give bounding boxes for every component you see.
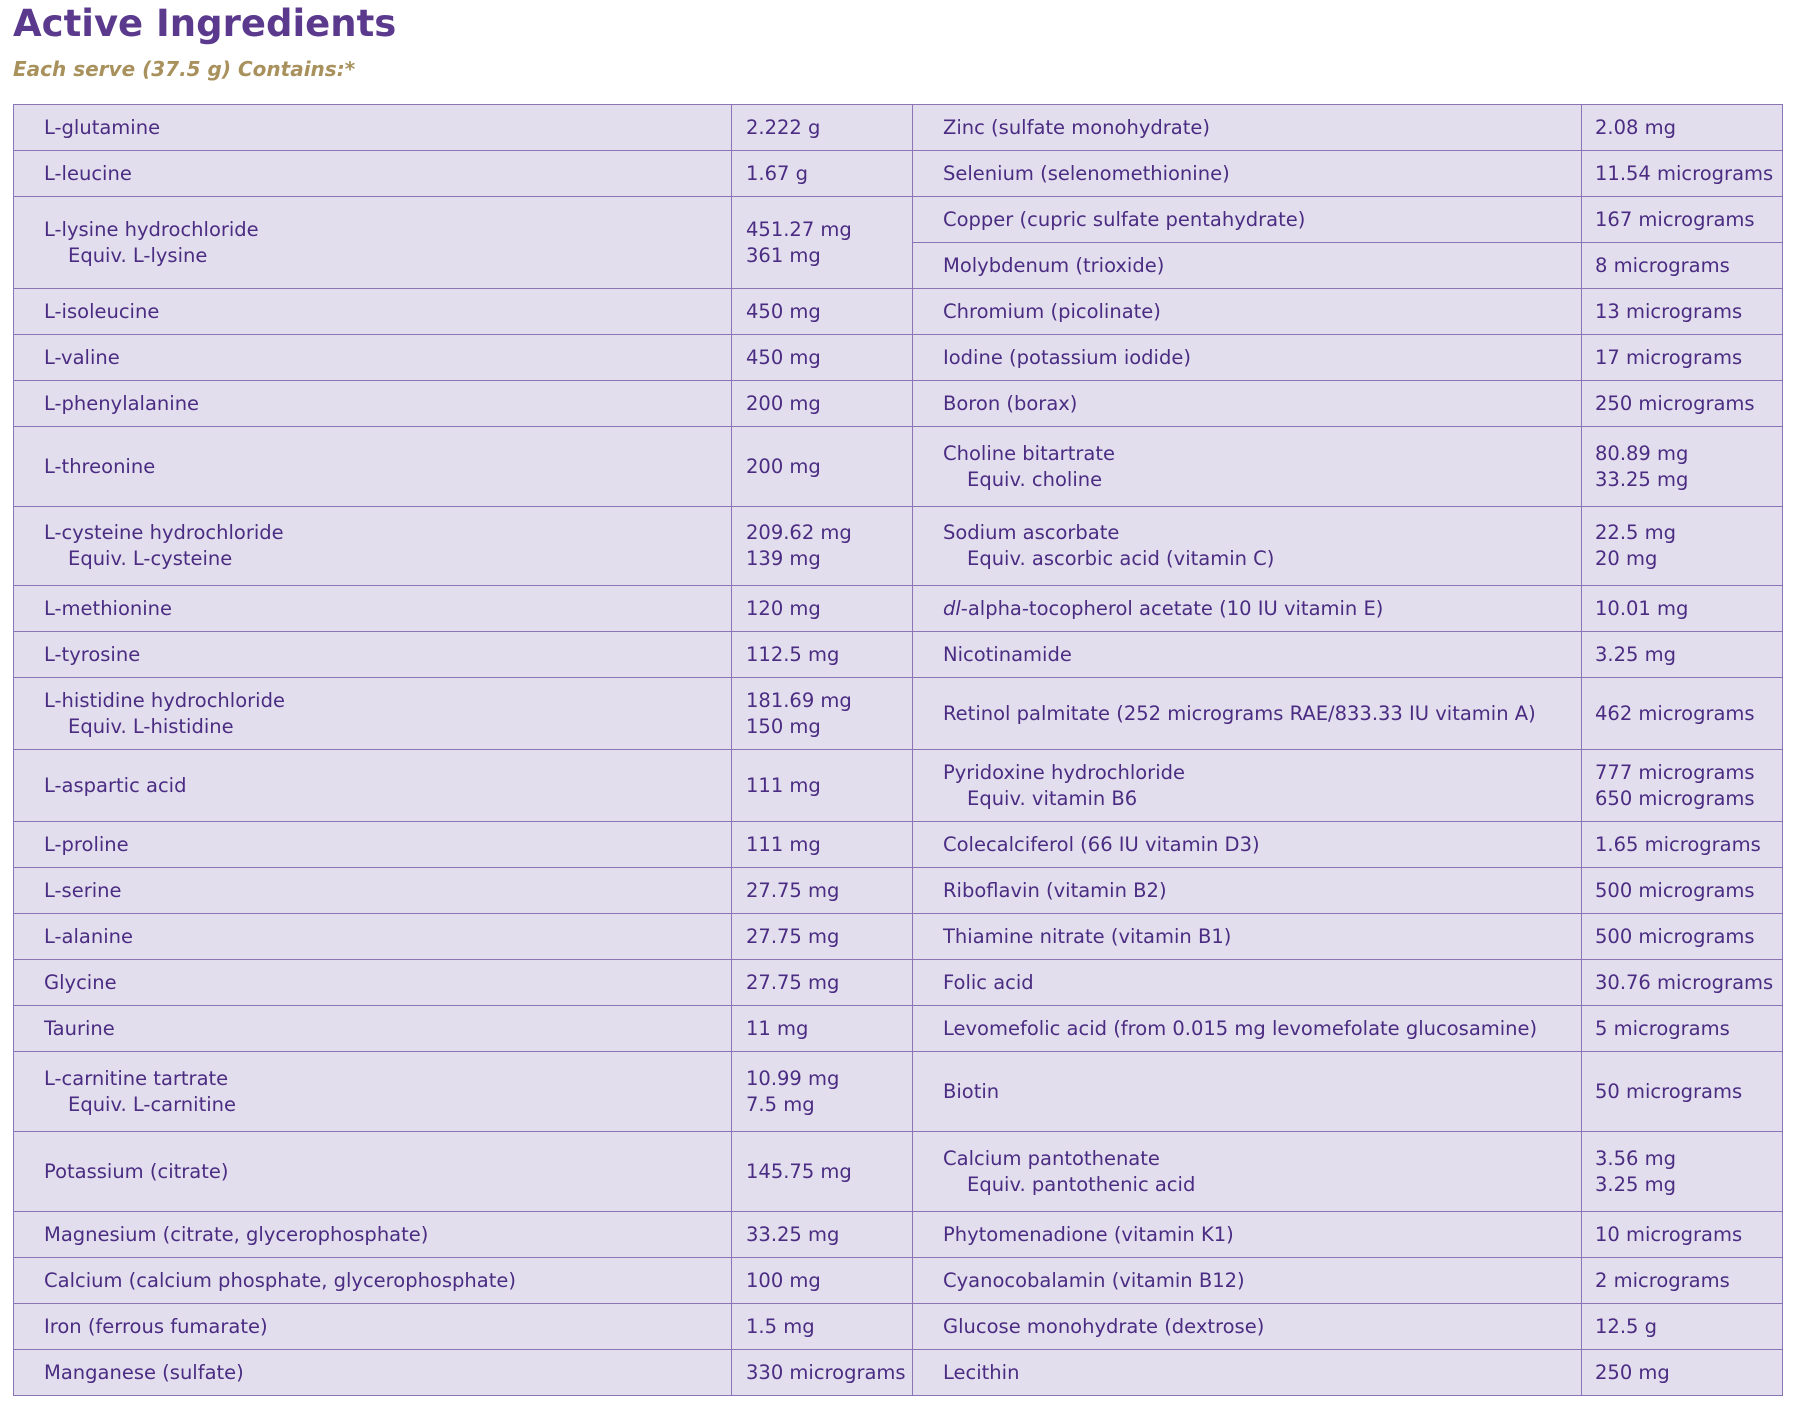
ingredient-name: Folic acid (913, 960, 1582, 1006)
ingredient-amount: 2 micrograms (1582, 1258, 1783, 1304)
ingredient-amount: 11 mg (732, 1006, 913, 1052)
ingredient-amount: 777 micrograms 650 micrograms (1582, 750, 1783, 822)
table-row (14, 960, 1783, 1006)
table-row (14, 1052, 1783, 1132)
ingredient-name: Thiamine nitrate (vitamin B1) (913, 914, 1582, 960)
ingredient-name: L-aspartic acid (14, 750, 732, 822)
ingredient-amount: 500 micrograms (1582, 868, 1783, 914)
ingredient-amount: 120 mg (732, 586, 913, 632)
ingredient-name: Calcium (calcium phosphate, glycerophosphate) (14, 1258, 732, 1304)
ingredient-name: L-isoleucine (14, 289, 732, 335)
ingredient-amount: 145.75 mg (732, 1132, 913, 1212)
ingredient-name: Selenium (selenomethionine) (913, 151, 1582, 197)
table-row (14, 1132, 1783, 1212)
ingredient-name: L-glutamine (14, 105, 732, 151)
ingredient-amount: 451.27 mg 361 mg (732, 197, 913, 289)
ingredient-amount: 80.89 mg 33.25 mg (1582, 427, 1783, 507)
ingredient-name: Zinc (sulfate monohydrate) (913, 105, 1582, 151)
ingredient-name: Riboflavin (vitamin B2) (913, 868, 1582, 914)
ingredient-amount: 200 mg (732, 381, 913, 427)
ingredient-name: L-threonine (14, 427, 732, 507)
ingredient-name: Nicotinamide (913, 632, 1582, 678)
ingredient-amount: 27.75 mg (732, 868, 913, 914)
ingredient-amount: 167 micrograms (1582, 197, 1783, 243)
ingredient-name: Colecalciferol (66 IU vitamin D3) (913, 822, 1582, 868)
table-row (14, 1212, 1783, 1258)
ingredient-amount: 3.56 mg 3.25 mg (1582, 1132, 1783, 1212)
ingredient-amount: 181.69 mg 150 mg (732, 678, 913, 750)
ingredient-name: Sodium ascorbate Equiv. ascorbic acid (vitamin C) (913, 507, 1582, 586)
table-row (14, 381, 1783, 427)
ingredient-name: Magnesium (citrate, glycerophosphate) (14, 1212, 732, 1258)
ingredient-amount: 200 mg (732, 427, 913, 507)
ingredient-amount: 500 micrograms (1582, 914, 1783, 960)
ingredient-amount: 22.5 mg 20 mg (1582, 507, 1783, 586)
ingredient-amount: 250 micrograms (1582, 381, 1783, 427)
ingredient-amount: 250 mg (1582, 1350, 1783, 1396)
ingredient-name: L-carnitine tartrate Equiv. L-carnitine (14, 1052, 732, 1132)
ingredient-amount: 17 micrograms (1582, 335, 1783, 381)
ingredient-amount: 2.222 g (732, 105, 913, 151)
table-row (14, 586, 1783, 632)
table-row (14, 427, 1783, 507)
ingredient-name: Cyanocobalamin (vitamin B12) (913, 1258, 1582, 1304)
table-row (14, 868, 1783, 914)
table-row (14, 335, 1783, 381)
table-row (14, 197, 1783, 243)
ingredient-amount: 330 micrograms (732, 1350, 913, 1396)
table-row (14, 750, 1783, 822)
ingredient-name: L-tyrosine (14, 632, 732, 678)
ingredient-name: Choline bitartrate Equiv. choline (913, 427, 1582, 507)
ingredient-name: L-valine (14, 335, 732, 381)
ingredient-amount: 111 mg (732, 822, 913, 868)
ingredient-name: L-methionine (14, 586, 732, 632)
ingredient-name: Lecithin (913, 1350, 1582, 1396)
ingredient-amount: 1.67 g (732, 151, 913, 197)
ingredient-name: Taurine (14, 1006, 732, 1052)
ingredient-name: L-serine (14, 868, 732, 914)
ingredient-name: Potassium (citrate) (14, 1132, 732, 1212)
page-title: Active Ingredients (13, 2, 397, 45)
table-row (14, 822, 1783, 868)
table-row (14, 105, 1783, 151)
ingredient-amount: 462 micrograms (1582, 678, 1783, 750)
ingredient-name: Chromium (picolinate) (913, 289, 1582, 335)
ingredient-name: L-cysteine hydrochloride Equiv. L-cysteine (14, 507, 732, 586)
ingredient-name: Levomefolic acid (from 0.015 mg levomefolate glucosamine) (913, 1006, 1582, 1052)
ingredient-amount: 27.75 mg (732, 960, 913, 1006)
ingredient-name: L-histidine hydrochloride Equiv. L-histidine (14, 678, 732, 750)
ingredient-name: Copper (cupric sulfate pentahydrate) (913, 197, 1582, 243)
table-row (14, 289, 1783, 335)
ingredient-amount: 100 mg (732, 1258, 913, 1304)
ingredient-name: L-alanine (14, 914, 732, 960)
ingredient-name: Retinol palmitate (252 micrograms RAE/833.33 IU vitamin A) (913, 678, 1582, 750)
ingredient-amount: 33.25 mg (732, 1212, 913, 1258)
ingredient-amount: 10.01 mg (1582, 586, 1783, 632)
ingredient-name: Glucose monohydrate (dextrose) (913, 1304, 1582, 1350)
ingredient-amount: 8 micrograms (1582, 243, 1783, 289)
ingredient-name: Pyridoxine hydrochloride Equiv. vitamin B6 (913, 750, 1582, 822)
ingredient-name: Manganese (sulfate) (14, 1350, 732, 1396)
ingredient-name: Glycine (14, 960, 732, 1006)
table-row (14, 632, 1783, 678)
ingredient-amount: 27.75 mg (732, 914, 913, 960)
table-row (14, 1304, 1783, 1350)
ingredient-amount: 10 micrograms (1582, 1212, 1783, 1258)
table-row (14, 507, 1783, 586)
ingredient-amount: 112.5 mg (732, 632, 913, 678)
ingredient-amount: 13 micrograms (1582, 289, 1783, 335)
ingredient-amount: 12.5 g (1582, 1304, 1783, 1350)
ingredient-amount: 209.62 mg 139 mg (732, 507, 913, 586)
ingredient-amount: 111 mg (732, 750, 913, 822)
ingredient-amount: 1.65 micrograms (1582, 822, 1783, 868)
ingredient-name: Iron (ferrous fumarate) (14, 1304, 732, 1350)
ingredient-amount: 10.99 mg 7.5 mg (732, 1052, 913, 1132)
table-row (14, 678, 1783, 750)
ingredient-name: Molybdenum (trioxide) (913, 243, 1582, 289)
page-subtitle: Each serve (37.5 g) Contains:* (13, 57, 356, 81)
ingredient-name: L-lysine hydrochloride Equiv. L-lysine (14, 197, 732, 289)
ingredient-amount: 1.5 mg (732, 1304, 913, 1350)
ingredient-amount: 5 micrograms (1582, 1006, 1783, 1052)
ingredient-amount: 3.25 mg (1582, 632, 1783, 678)
table-row (14, 1258, 1783, 1304)
ingredient-amount: 450 mg (732, 335, 913, 381)
table-row (14, 1006, 1783, 1052)
table-row (14, 914, 1783, 960)
ingredient-name: L-leucine (14, 151, 732, 197)
ingredient-name: Biotin (913, 1052, 1582, 1132)
ingredients-table (13, 104, 1783, 1396)
table-row (14, 151, 1783, 197)
ingredient-amount: 450 mg (732, 289, 913, 335)
ingredient-name: L-proline (14, 822, 732, 868)
ingredient-amount: 30.76 micrograms (1582, 960, 1783, 1006)
ingredient-amount: 11.54 micrograms (1582, 151, 1783, 197)
ingredient-name: Phytomenadione (vitamin K1) (913, 1212, 1582, 1258)
table-row (14, 1350, 1783, 1396)
ingredient-name: L-phenylalanine (14, 381, 732, 427)
ingredient-amount: 2.08 mg (1582, 105, 1783, 151)
ingredient-name: dl-alpha-tocopherol acetate (10 IU vitamin E) (913, 586, 1582, 632)
ingredient-name: Boron (borax) (913, 381, 1582, 427)
ingredient-name: Calcium pantothenate Equiv. pantothenic acid (913, 1132, 1582, 1212)
ingredient-amount: 50 micrograms (1582, 1052, 1783, 1132)
ingredient-name: Iodine (potassium iodide) (913, 335, 1582, 381)
